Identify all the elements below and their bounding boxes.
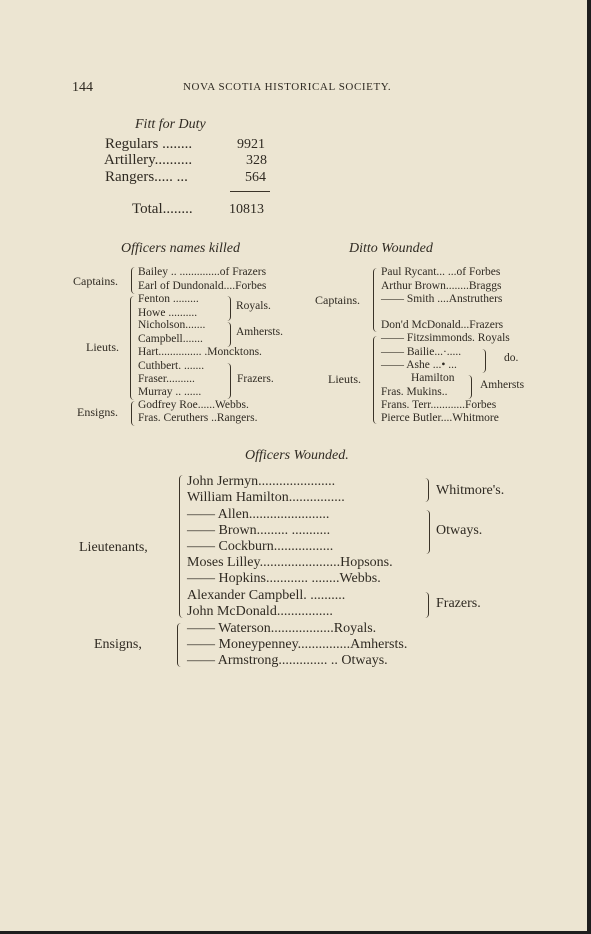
- fitt-total-value: 10813: [229, 202, 264, 217]
- scan-edge-right: [587, 0, 591, 934]
- wounded-lieut-ashe: —— Ashe ...• ...: [381, 359, 457, 371]
- wounded-lieut-hamilton: Hamilton: [411, 372, 455, 384]
- fitt-label-artillery: Artillery..........: [104, 152, 193, 168]
- killed-lieuts-label: Lieuts.: [86, 340, 119, 354]
- killed-lieut-hart: Hart............... .Moncktons.: [138, 346, 262, 358]
- ow-whitmores: Whitmore's.: [436, 483, 505, 498]
- wounded-captain-rycant: Paul Rycant... ...of Forbes: [381, 266, 501, 278]
- frazers-ow-brace: [424, 592, 429, 618]
- killed-frazers: Frazers.: [237, 373, 274, 385]
- ensign-waterson: —— Waterson..................Royals.: [187, 621, 377, 636]
- killed-lieut-fenton: Fenton .........: [138, 293, 199, 305]
- ensigns-label: Ensigns,: [94, 637, 142, 652]
- killed-ensigns-brace: [131, 401, 136, 426]
- amhersts-brace: [227, 322, 231, 347]
- otways-brace: [424, 510, 430, 554]
- wounded-lieut-fitzsimmonds: —— Fitzsimmonds. Royals: [381, 332, 510, 344]
- wounded-title: Ditto Wounded: [349, 241, 433, 256]
- wounded-captain-mcdonald: Don'd McDonald...Frazers: [381, 319, 504, 331]
- fitt-value-artillery: 328: [246, 153, 267, 168]
- wounded-amhersts: Amhersts: [480, 379, 525, 391]
- fitt-title: Fitt for Duty: [135, 117, 206, 132]
- lieutenants-label: Lieutenants,: [79, 540, 148, 555]
- wounded-captain-brown: Arthur Brown........Braggs: [381, 280, 502, 292]
- killed-lieut-campbell: Campbell.......: [138, 333, 203, 345]
- lieutenant-campbell: Alexander Campbell. ..........: [187, 588, 346, 603]
- killed-captains-label: Captains.: [73, 274, 118, 288]
- royals-brace: [227, 296, 231, 321]
- fitt-value-rangers: 564: [245, 170, 266, 185]
- lieutenants-brace: [179, 475, 187, 618]
- killed-lieut-howe: Howe ..........: [138, 307, 198, 319]
- ensign-moneypenney: —— Moneypenney...............Amhersts.: [187, 637, 408, 652]
- wounded-lieut-mukins: Fras. Mukins..: [381, 386, 448, 398]
- officers-wounded-title: Officers Wounded.: [245, 448, 349, 463]
- total-rule: [230, 191, 270, 192]
- wounded-lieut-terr: Frans. Terr............Forbes: [381, 399, 497, 411]
- ow-frazers: Frazers.: [436, 596, 481, 611]
- killed-lieut-cuthbert: Cuthbert. .......: [138, 360, 205, 372]
- wounded-amhersts-brace: [468, 375, 472, 399]
- killed-royals: Royals.: [236, 300, 271, 312]
- killed-lieut-murray: Murray .. ......: [138, 386, 202, 398]
- wounded-lieuts-brace: [373, 336, 379, 424]
- lieutenant-hopkins: —— Hopkins............ ........Webbs.: [187, 571, 381, 586]
- lieutenant-mcdonald: John McDonald................: [187, 604, 333, 619]
- killed-ensigns-label: Ensigns.: [77, 405, 119, 419]
- killed-lieut-fraser: Fraser..........: [138, 373, 195, 385]
- lieutenant-jermyn: John Jermyn......................: [187, 474, 336, 489]
- wounded-lieut-bailie: —— Bailie...·.....: [381, 346, 462, 358]
- killed-title: Officers names killed: [121, 241, 240, 256]
- ensign-armstrong: —— Armstrong.............. .. Otways.: [187, 653, 388, 668]
- wounded-lieut-butler: Pierce Butler....Whitmore: [381, 412, 499, 424]
- killed-captain-bailey: Bailey .. ..............of Frazers: [138, 266, 267, 278]
- whitmores-brace: [424, 478, 429, 502]
- wounded-do: do.: [504, 352, 519, 364]
- running-title: NOVA SCOTIA HISTORICAL SOCIETY.: [183, 81, 392, 93]
- lieutenant-hamilton: William Hamilton................: [187, 490, 345, 505]
- wounded-captains-label: Captains.: [315, 293, 360, 307]
- frazers-brace: [227, 363, 231, 399]
- do-brace: [482, 349, 486, 373]
- lieutenant-cockburn: —— Cockburn.................: [187, 539, 334, 554]
- fitt-total-label: Total........: [132, 201, 193, 217]
- page-number: 144: [72, 80, 93, 95]
- killed-ensign-roe: Godfrey Roe......Webbs.: [138, 399, 249, 411]
- fitt-label-rangers: Rangers..... ...: [105, 169, 188, 185]
- lieutenant-allen: —— Allen.......................: [187, 507, 330, 522]
- fitt-label-regulars: Regulars ........: [105, 136, 193, 152]
- killed-captains-brace: [131, 267, 136, 294]
- lieutenant-brown: —— Brown......... ...........: [187, 523, 331, 538]
- wounded-captain-smith: —— Smith ....Anstruthers: [381, 293, 503, 305]
- fitt-value-regulars: 9921: [237, 137, 265, 152]
- killed-lieuts-brace: [130, 296, 136, 400]
- killed-ensign-ceruthers: Fras. Ceruthers ..Rangers.: [138, 412, 258, 424]
- killed-captain-dundonald: Earl of Dundonald....Forbes: [138, 280, 267, 292]
- wounded-captains-brace: [373, 268, 379, 332]
- ensigns-brace: [177, 623, 183, 667]
- killed-amhersts: Amhersts.: [236, 326, 283, 338]
- wounded-lieuts-label: Lieuts.: [328, 372, 361, 386]
- killed-lieut-nicholson: Nicholson.......: [138, 319, 206, 331]
- lieutenant-lilley: Moses Lilley.......................Hopsons.: [187, 555, 393, 570]
- ow-otways: Otways.: [436, 523, 483, 538]
